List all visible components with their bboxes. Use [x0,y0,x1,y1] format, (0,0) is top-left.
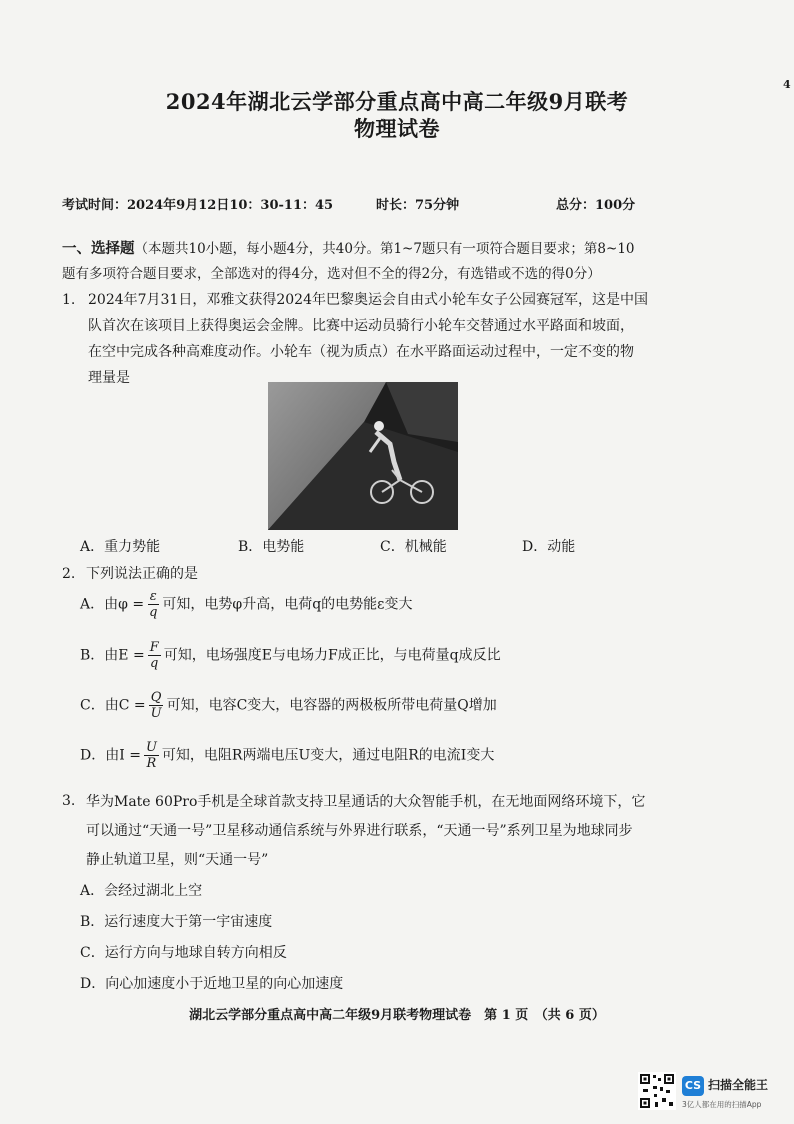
option-prefix: B．由E = [80,647,145,664]
option-text: 可知，电场强度E与电场力F成正比，与电荷量q成反比 [163,647,501,664]
section-instructions-line2: 题有多项符合题目要求，全部选对的得4分，选对但不全的得2分，有选错或不选的得0分） [62,266,601,282]
q2-option-d [80,740,494,771]
denominator: q [150,656,159,671]
q2-option-c [80,690,497,721]
denominator: U [150,706,162,721]
option-b: B．电势能 [238,539,305,555]
section-heading: 一、选择题 [62,240,135,257]
numerator: ε [149,589,157,604]
exam-total-score: 总分：100分 [556,198,636,213]
question-number: 3. [62,793,76,809]
question-1 [0,287,794,386]
option-text: 可知，电容C变大，电容器的两极板所带电荷量Q增加 [166,697,497,714]
option-text: 可知，电阻R两端电压U变大，通过电阻R的电流I变大 [161,747,495,764]
denominator: q [149,605,158,620]
question-3-line: 可以通过“天通一号”卫星移动通信系统与外界进行联系，“天通一号”系列卫星为地球同步 [86,823,633,839]
denominator: R [146,756,157,771]
question-1-line: 队首次在该项目上获得奥运会金牌。比赛中运动员骑行小轮车交替通过水平路面和坡面， [88,318,634,334]
question-1-line: 在空中完成各种高难度动作。小轮车（视为质点）在水平路面运动过程中，一定不变的物 [88,344,634,360]
question-1-line: 理量是 [88,370,130,386]
bmx-photo [268,382,458,530]
option-prefix: D．由I = [80,747,141,764]
q3-option-b: B．运行速度大于第一宇宙速度 [80,914,273,930]
scanner-app-name: 扫描全能王 [708,1078,769,1092]
page-footer: 湖北云学部分重点高中高二年级9月联考物理试卷 第 1 页 （共 6 页） [189,1008,605,1023]
numerator: U [145,740,157,755]
question-3-line: 华为Mate 60Pro手机是全球首款支持卫星通话的大众智能手机，在无地面网络环境下，它 [86,794,646,810]
question-number: 2. [62,566,76,582]
exam-subject: 物理试卷 [354,116,440,141]
fraction [149,690,164,721]
q2-option-a [80,589,412,620]
option-text: 可知，电势φ升高，电荷q的电势能ε变大 [162,596,413,613]
option-prefix: C．由C = [80,697,146,714]
section-instructions-line1: （本题共10小题，每小题4分，共40分。第1~7题只有一项符合题目要求；第8~10 [134,241,635,257]
fraction [148,640,161,671]
scanner-logo-icon: CS [682,1076,704,1096]
q3-option-c: C．运行方向与地球自转方向相反 [80,945,287,961]
option-prefix: A．由φ = [80,596,145,613]
option-d: D．动能 [522,539,576,555]
q3-option-d: D．向心加速度小于近地卫星的向心加速度 [80,976,344,992]
section-instructions [62,236,762,287]
option-a: A．重力势能 [80,539,161,555]
qr-code [638,1072,676,1110]
option-c: C．机械能 [380,539,447,555]
question-2-stem: 下列说法正确的是 [86,566,198,582]
question-1-line: 2024年7月31日，邓雅文获得2024年巴黎奥运会自由式小轮车女子公园赛冠军，这是中国 [88,292,648,308]
question-number: 1. [62,292,76,308]
exam-duration: 时长：75分钟 [376,198,460,213]
exam-time: 考试时间：2024年9月12日10：30-11：45 [62,198,334,213]
page-corner-mark: 4 [783,78,791,91]
exam-title: 2024年湖北云学部分重点高中高二年级9月联考 [165,89,629,114]
q2-option-b [80,640,501,671]
q3-option-a: A．会经过湖北上空 [80,883,203,899]
question-3-line: 静止轨道卫星，则“天通一号” [86,852,269,868]
fraction [144,740,159,771]
numerator: F [149,640,159,655]
numerator: Q [150,690,162,705]
fraction [147,589,159,620]
scanner-tagline: 3亿人都在用的扫描App [682,1100,762,1109]
